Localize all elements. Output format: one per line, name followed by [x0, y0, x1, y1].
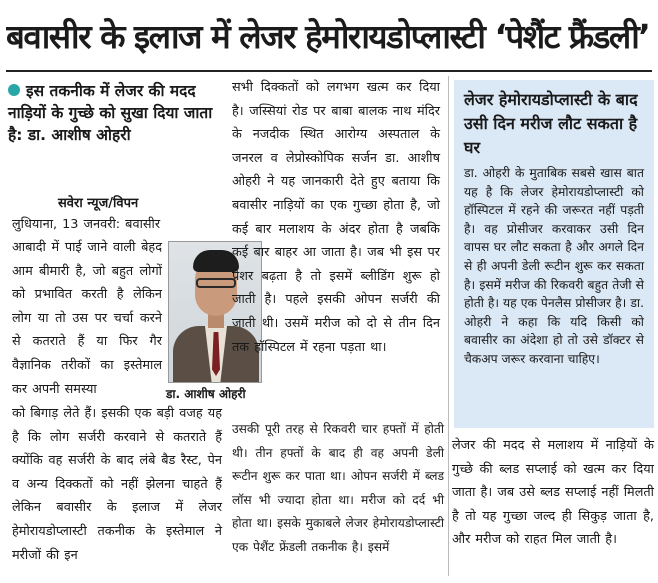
column3-para: लेजर की मदद से मलाशय में नाड़ियों के गुच्छे की ब्लड सप्लाई को खत्म कर दिया जाता है। जब उसे ब्लड सप्लाई नहीं मिलती है तो यह गुच्छा जल्द ही सिकुड़ जाता है, और मरीज को राहत मिल जाती है। [452, 438, 654, 548]
sidebar-title: लेजर हेमोरायडोप्लास्टी के बाद उसी दिन मरीज लौट सकता है घर [464, 90, 638, 157]
column2-para-b: उसकी पूरी तरह से रिकवरी चार हफ्तों में होती थी। तीन हफ्तों के बाद ही वह अपनी डेली रूटीन शुरू कर पाता था। ओपन सर्जरी में ब्लड लॉस भी ज्यादा होता था। मरीज को दर्द भी होता था। इसके मुकाबले लेजर हेमोरायडोप्लास्टी एक पेशैंट फ्रेंडली तकनीक है। इसमें [232, 422, 444, 554]
byline: सवेरा न्यूज/विपन [58, 196, 139, 211]
deck-text: इस तकनीक में लेजर की मदद नाड़ियों के गुच्छे को सुखा दिया जाता है: डा. आशीष ओहरी [8, 82, 213, 144]
column2-para-a: सभी दिक्कतों को लगभग खत्म कर दिया है। जस्सियां रोड पर बाबा बालक नाथ मंदिर के नजदीक स्थित आरोग्य अस्पताल के जनरल व लेप्रोस्कोपिक सर्जन डा. आशीष ओहरी ने यह जानकारी देते हुए बताया कि बवासीर नाड़ियों का एक गुच्छा होता है, जो कई बार मलाशय के अंदर होता है जबकि कई बार बाहर आ जाता है। जब भी इस पर प्रेशर बढ़ता है तो इसमें ब्लीडिंग शुरू हो जाती है। पहले इसकी ओपन सर्जरी की जाती थी। उसमें मरीज को दो से तीन दिन तक हॉस्पिटल में रहना पड़ता था। [232, 80, 440, 355]
column-divider [448, 76, 449, 576]
sidebar-box [454, 80, 654, 428]
column1-para-c: को बिगाड़ लेते हैं। इसकी एक बड़ी वजह यह है कि लोग सर्जरी करवाने से कतराते हैं क्योंकि वह सर्जरी के बाद लंबे बैड रैस्ट, पेन व अन्य दिक्कतों को नहीं झेलना चाहते हैं लेकिन बवासीर के इलाज में लेजर हेमोरायडोप्लास्टी तकनीक के इस्तेमाल ने मरीजों की इन [12, 406, 222, 563]
deck-block [8, 80, 220, 146]
column1-para-b: आबादी में पाई जाने वाली बेहद आम बीमारी है, जो बहुत लोगों को प्रभावित करती है लेकिन लोग या तो उस पर चर्चा करने से कतराते हैं या फिर गैर वैज्ञानिक तरीकों का इस्तेमाल कर अपनी समस्या [12, 240, 162, 397]
headline-rule [6, 70, 652, 72]
page-headline: बवासीर के इलाज में लेजर हेमोरायडोप्लास्टी ‘पेशैंट फ्रैंडली’ [6, 17, 650, 56]
teal-dot-icon [8, 84, 20, 96]
column1-para-a: लुधियाना, 13 जनवरी: बवासीर [12, 217, 161, 232]
sidebar-body: डा. ओहरी के मुताबिक सबसे खास बात यह है कि लेजर हेमोरायडोप्लास्टी को हॉस्पिटल में रहने की जरूरत नहीं पड़ती है। वह प्रोसीजर करवाकर उसी दिन वापस घर लौट सकता है और अगले दिन से ही अपनी डेली रूटीन शुरू कर सकता है। इसमें मरीज की रिकवरी बहुत तेजी से होती है। यह एक पेनलैस प्रोसीजर है। डा. ओहरी ने कहा कि यदि किसी को बवासीर का अंदेशा हो तो उसे डॉक्टर से चैकअप जरूर करवाना चाहिए। [464, 166, 644, 366]
photo-caption: डा. आशीष ओहरी [166, 387, 246, 401]
